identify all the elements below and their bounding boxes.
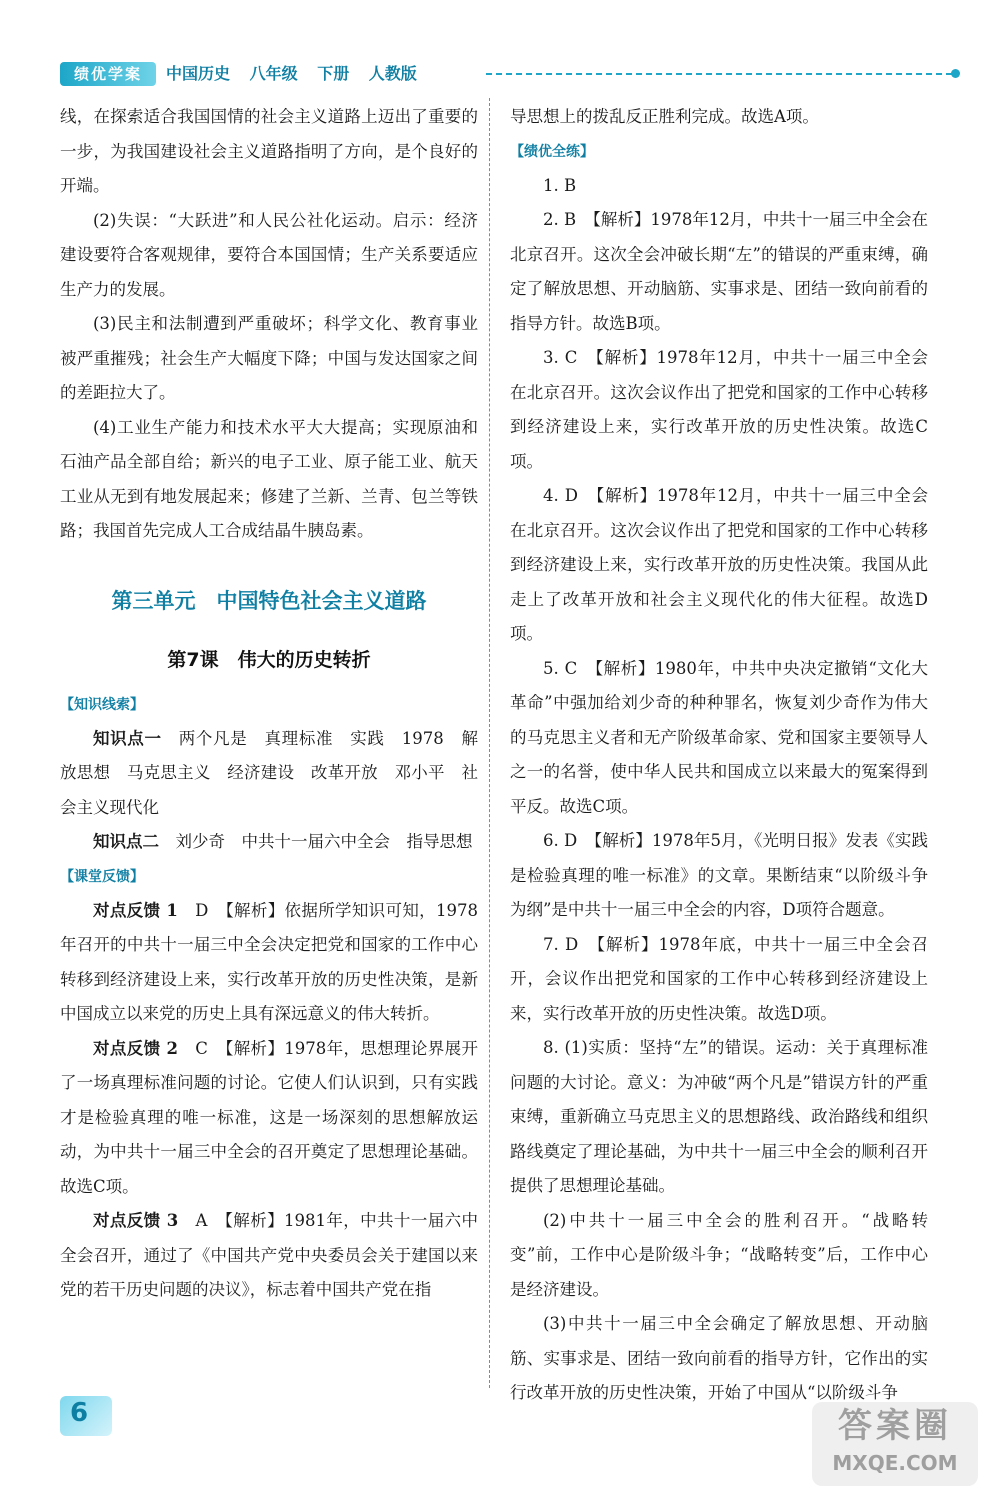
- fb3-text: A 【解析】1981年，中共十一届六中全会召开，通过了《中国共产党中央委员会关于建国以来党的若干历史问题的决议》，标志着中国共产党在指: [60, 1211, 478, 1299]
- fb2-label: 对点反馈 2: [93, 1038, 179, 1058]
- subject-label: 中国历史: [166, 64, 231, 83]
- fb3-label: 对点反馈 3: [93, 1211, 179, 1230]
- fb2-text: C 【解析】1978年，思想理论界展开了一场真理标准问题的讨论。它使人们认识到，只有实践才是检验真理的唯一标准，这是一场深刻的思想解放运动，为中共十一届三中全会的召开奠定了思想理论基础。故选C项。: [60, 1038, 478, 1196]
- practice-answer-7: 7. D 【解析】1978年底，中共十一届三中全会召开，会议作出把党和国家的工作中心转移到经济建设上来，实行改革开放的历史性决策。故选D项。: [510, 934, 928, 1023]
- practice-answer-8-part-1: 8. (1)实质：坚持“左”的错误。运动：关于真理标准问题的大讨论。意义：为冲破“两个凡是”错误方针的严重束缚，重新确立马克思主义的思想路线、政治路线和组织路线奠定了理论基础，为中共十一届三中全会的顺利召开提供了思想理论基础。: [510, 1038, 928, 1195]
- page-header: [60, 60, 960, 88]
- answer-part-2: (2)失误：“大跃进”和人民公社化运动。启示：经济建设要符合客观规律，要符合本国国情；生产关系要适应生产力的发展。: [60, 210, 478, 299]
- kp2-label: 知识点二: [93, 832, 159, 851]
- watermark-url: MXQE.COM: [832, 1451, 958, 1475]
- volume-label: 下册: [317, 64, 350, 83]
- section-tag-knowledge: 【知识线索】: [60, 696, 144, 713]
- series-logo-badge: 绩优学案: [60, 62, 156, 86]
- feedback-2: [60, 1032, 478, 1205]
- practice-answer-6: 6. D 【解析】1978年5月，《光明日报》发表《实践是检验真理的唯一标准》的文章。果断结束“以阶级斗争为纲”是中共十一届三中全会的内容，D项符合题意。: [510, 831, 928, 919]
- practice-answer-8-part-2: (2)中共十一届三中全会的胜利召开。“战略转变”前，工作中心是阶级斗争；“战略转变”后，工作中心是经济建设。: [510, 1210, 928, 1299]
- kp2-text: 刘少奇 中共十一届六中全会 指导思想: [175, 832, 473, 851]
- section-tag-feedback: 【课堂反馈】: [60, 868, 144, 885]
- watermark-main-text: 答案圈: [838, 1406, 952, 1446]
- kp1-label: 知识点一: [93, 728, 162, 748]
- left-column: [60, 100, 478, 1308]
- fb1-label: 对点反馈 1: [93, 900, 178, 920]
- lesson-title: 第7课 伟大的历史转折: [167, 648, 371, 671]
- edition-label: 人教版: [368, 64, 417, 83]
- right-column: [510, 100, 928, 1411]
- page-number-badge: [60, 1396, 112, 1436]
- answer-part-3: (3)民主和法制遭到严重破坏；科学文化、教育事业被严重摧残；社会生产大幅度下降；中国与发达国家之间的差距拉大了。: [60, 314, 478, 402]
- practice-answer-2: 2. B 【解析】1978年12月，中共十一届三中全会在北京召开。这次全会冲破长期“左”的错误的严重束缚，确定了解放思想、开动脑筋、实事求是、团结一致向前看的指导方针。故选B项。: [510, 210, 928, 333]
- grade-label: 八年级: [249, 64, 298, 83]
- practice-answer-5: 5. C 【解析】1980年，中共中央决定撤销“文化大革命”中强加给刘少奇的种种罪名，恢复刘少奇作为伟大的马克思主义者和无产阶级革命家、党和国家主要领导人之一的名誉，使中华人民共和国成立以来最大的冤案得到平反。故选C项。: [510, 658, 928, 816]
- kp1-text: 两个凡是 真理标准 实践 1978 解放思想 马克思主义 经济建设 改革开放 邓小平 社会主义现代化: [60, 728, 479, 817]
- watermark-logo: [812, 1402, 978, 1486]
- answer-part-4: (4)工业生产能力和技术水平大大提高；实现原油和石油产品全部自给；新兴的电子工业、原子能工业、航天工业从无到有地发展起来；修建了兰新、兰青、包兰等铁路；我国首先完成人工合成结晶牛胰岛素。: [60, 417, 478, 540]
- section-tag-practice: 【绩优全练】: [510, 143, 594, 160]
- unit-title: 第三单元 中国特色社会主义道路: [111, 588, 427, 613]
- practice-answer-3: 3. C 【解析】1978年12月，中共十一届三中全会在北京召开。这次会议作出了把党和国家的工作中心转移到经济建设上来，实行改革开放的历史性决策。故选C项。: [510, 348, 928, 471]
- feedback-3: [60, 1204, 478, 1308]
- feedback-3-continuation: 导思想上的拨乱反正胜利完成。故选A项。: [510, 107, 819, 126]
- header-dot-icon: [951, 69, 960, 78]
- practice-answer-4: 4. D 【解析】1978年12月，中共十一届三中全会在北京召开。这次会议作出了把党和国家的工作中心转移到经济建设上来，实行改革开放的历史性决策。我国从此走上了改革开放和社会主义现代化的伟大征程。故选D项。: [510, 486, 928, 643]
- practice-answer-1: 1. B: [543, 175, 577, 195]
- book-info: [166, 60, 431, 88]
- column-divider: [489, 98, 490, 1388]
- knowledge-point-2: [60, 825, 478, 860]
- feedback-1: [60, 894, 478, 1032]
- answer-continuation: 线，在探索适合我国国情的社会主义道路上迈出了重要的一步，为我国建设社会主义道路指明了方向，是个良好的开端。: [60, 107, 478, 195]
- header-dashed-rule: [486, 73, 952, 75]
- page-number: 6: [70, 1398, 89, 1428]
- practice-answer-8-part-3: (3)中共十一届三中全会确定了解放思想、开动脑筋、实事求是、团结一致向前看的指导方针，它作出的实行改革开放的历史性决策，开始了中国从“以阶级斗争: [510, 1314, 928, 1402]
- knowledge-point-1: [60, 722, 478, 826]
- fb1-text: D 【解析】依据所学知识可知，1978年召开的中共十一届三中全会决定把党和国家的工作中心转移到经济建设上来，实行改革开放的历史性决策，是新中国成立以来党的历史上具有深远意义的伟大转折。: [60, 900, 478, 1023]
